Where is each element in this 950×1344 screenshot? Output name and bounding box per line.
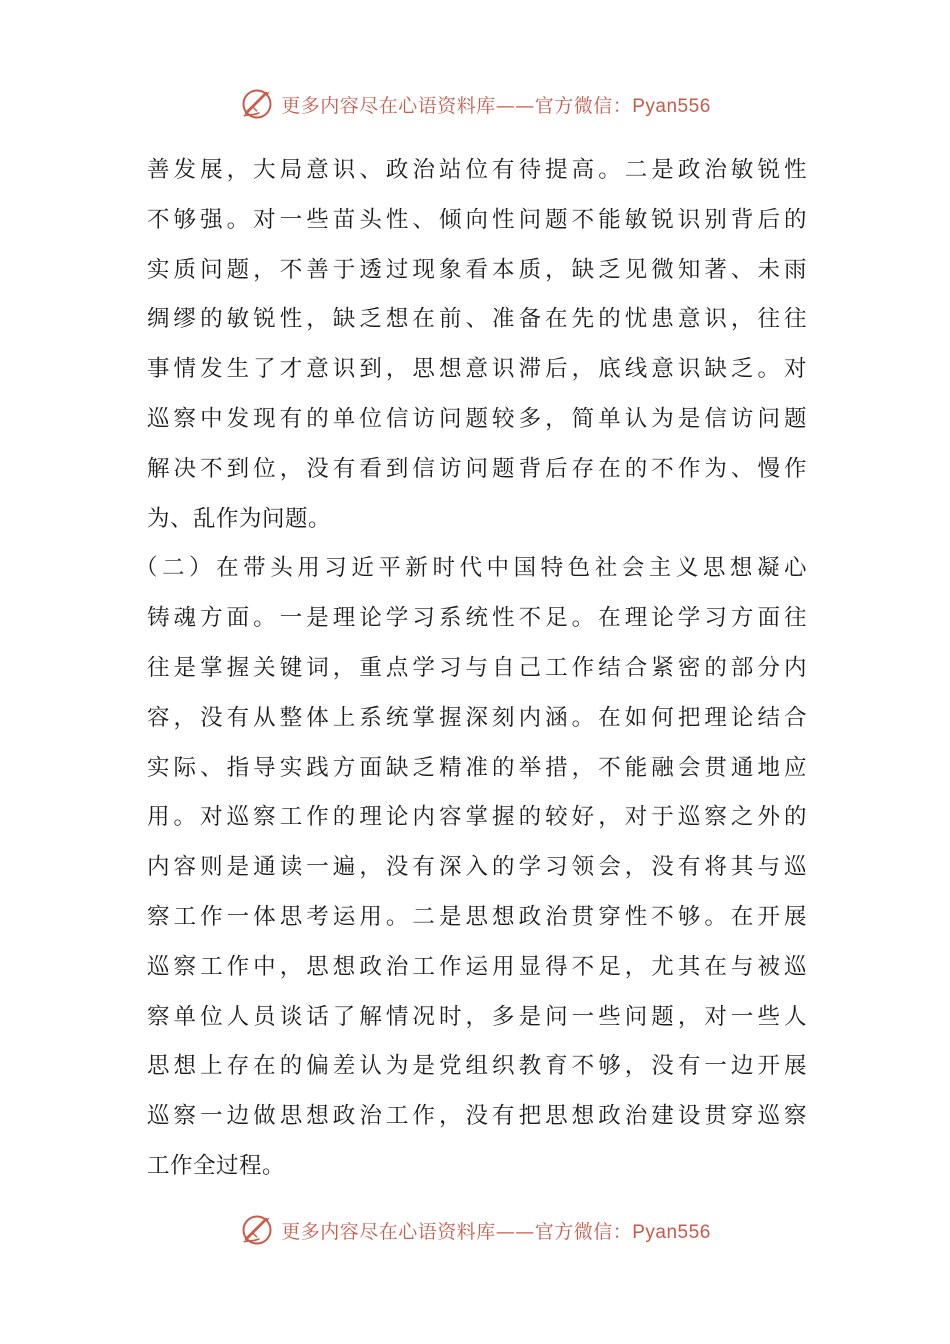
footer-site-text: 更多内容尽在心语资料库 <box>281 1220 496 1243</box>
body-line: 事情发生了才意识到，思想意识滞后，底线意识缺乏。对 <box>147 356 807 383</box>
body-line: 巡察一边做思想政治工作，没有把思想政治建设贯穿巡察 <box>147 1103 807 1130</box>
body-line: 思想上存在的偏差认为是党组织教育不够，没有一边开展 <box>147 1053 807 1080</box>
header-wechat-id: Pyan556 <box>632 95 711 117</box>
header-banner-text <box>281 91 711 118</box>
header-dash: —— <box>495 94 535 117</box>
body-line: 不够强。对一些苗头性、倾向性问题不能敏锐识别背后的 <box>147 206 807 233</box>
body-line: 察单位人员谈话了解情况时，多是问一些问题，对一些人 <box>147 1003 807 1030</box>
body-line: 察工作一体思考运用。二是思想政治贯穿性不够。在开展 <box>147 903 807 930</box>
header-banner-inner <box>239 86 711 122</box>
footer-banner <box>0 1210 950 1250</box>
body-line: 内容则是通读一遍，没有深入的学习领会，没有将其与巡 <box>147 854 807 881</box>
section-heading-line: （二）在带头用习近平新时代中国特色社会主义思想凝心 <box>135 555 807 582</box>
body-line: 为、乱作为问题。 <box>147 505 332 532</box>
footer-wechat-label: 官方微信： <box>534 1220 633 1243</box>
pen-logo-icon <box>239 86 275 122</box>
header-wechat-label: 官方微信： <box>534 94 633 117</box>
header-site-text: 更多内容尽在心语资料库 <box>281 94 496 117</box>
body-line: 绸缪的敏锐性，缺乏想在前、准备在先的忧患意识，往往 <box>147 306 807 333</box>
body-line: 工作全过程。 <box>147 1152 286 1179</box>
body-line: 巡察中发现有的单位信访问题较多，简单认为是信访问题 <box>147 405 807 432</box>
body-line: 铸魂方面。一是理论学习系统性不足。在理论学习方面往 <box>147 605 807 632</box>
document-body <box>135 146 807 1192</box>
header-banner <box>0 84 950 124</box>
body-line: 实质问题，不善于透过现象看本质，缺乏见微知著、未雨 <box>147 256 807 283</box>
footer-banner-text <box>281 1217 711 1244</box>
body-line: 容，没有从整体上系统掌握深刻内涵。在如何把理论结合 <box>147 704 807 731</box>
footer-banner-inner <box>239 1212 711 1248</box>
body-line: 实际、指导实践方面缺乏精准的举措，不能融会贯通地应 <box>147 754 807 781</box>
body-line: 解决不到位，没有看到信访问题背后存在的不作为、慢作 <box>147 455 807 482</box>
body-line: 巡察工作中，思想政治工作运用显得不足，尤其在与被巡 <box>147 953 807 980</box>
footer-dash: —— <box>495 1220 535 1243</box>
body-line: 用。对巡察工作的理论内容掌握的较好，对于巡察之外的 <box>147 804 807 831</box>
footer-wechat-id: Pyan556 <box>632 1221 711 1243</box>
pen-logo-icon <box>239 1212 275 1248</box>
body-line: 善发展，大局意识、政治站位有待提高。二是政治敏锐性 <box>147 157 807 183</box>
body-line: 往是掌握关键词，重点学习与自己工作结合紧密的部分内 <box>147 654 807 681</box>
